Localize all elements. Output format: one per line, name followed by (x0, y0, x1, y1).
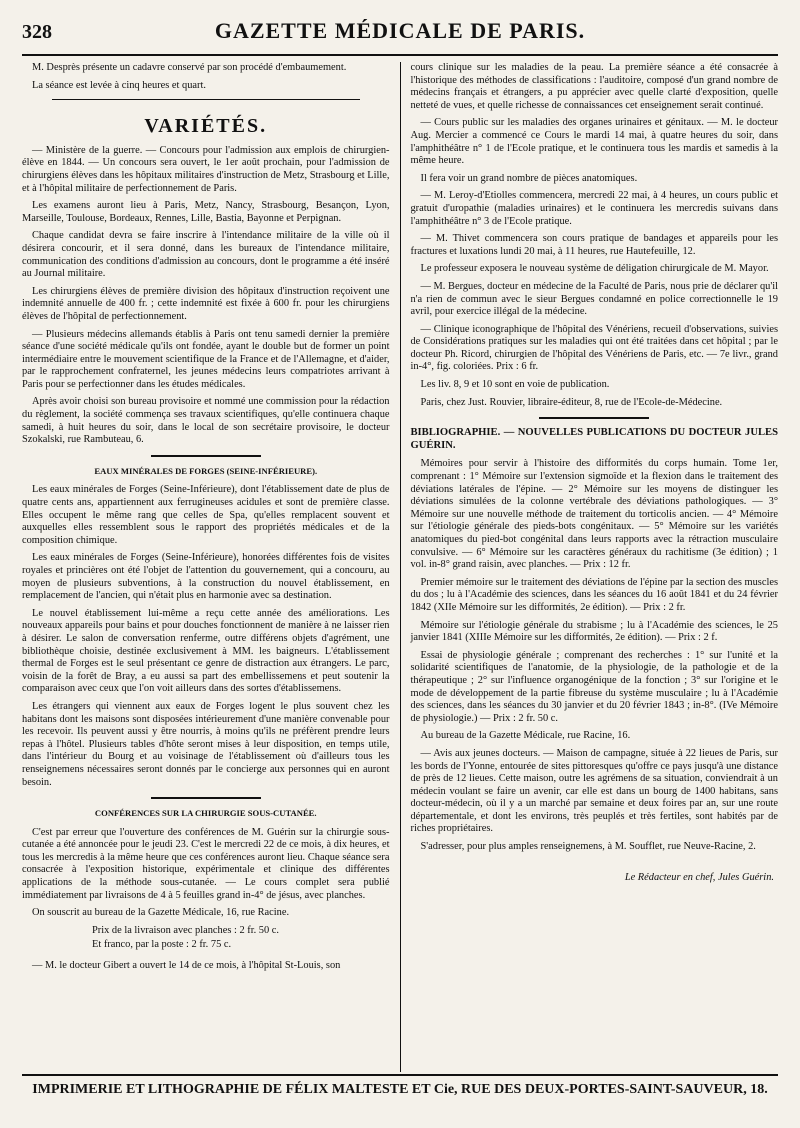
paragraph: — Ministère de la guerre. — Concours pour l'admission aux emplois de chirurgien-élève en 1844. — Un concours sera ouvert, le 1er août prochain, pour l'admission de chirurgiens élèves dans les hôpitaux militaires d'instruction de Metz, Strasbourg et Lille, et à l'hôpital militaire de perfectionnement de Paris. (22, 144, 390, 194)
subsection-title-chirurgie: CONFÉRENCES SUR LA CHIRURGIE SOUS-CUTANÉE. (94, 808, 317, 819)
bibliography-entry: Mémoires pour servir à l'histoire des difformités du corps humain. Tome 1er, comprenant : 1° Mémoire sur l'extension sigmoïde et la flexion dans le traitement des déviations latérales de l'épine. — 2° Mémoire sur les moyens de distinguer les déviations simulées de la colonne vertébrale des déviations pathologiques. — 3° Mémoire sur une nouvelle méthode de traitement du torticolis ancien. — 4° Mémoire sur l'étiologie générale des pieds-bots congénitaux. — 5° Mémoire sur les variétés anatomiques du pied-bot congénital dans leurs rapports avec la rétraction musculaire convulsive. — 6° Mémoire sur les caractères généraux du rachitisme (3e édition) ; 1 vol. in-8° grand raisin, avec planches. — Prix : 12 fr. (410, 458, 778, 571)
subsection-title-forges: EAUX MINÉRALES DE FORGES (SEINE-INFÉRIEURE). (94, 465, 318, 476)
paragraph: — M. Thivet commencera son cours pratique de bandages et appareils pour les fractures et luxations lundi 20 mai, à 11 heures, rue Hautefeuille, 12. (410, 233, 778, 257)
section-title-varietes: VARIÉTÉS. (144, 115, 268, 138)
left-column (22, 62, 390, 1072)
price-line: Et franco, par la poste : 2 fr. 75 c. (92, 939, 232, 951)
paragraph: Après avoir choisi son bureau provisoire et nommé une commission pour la rédaction du règlement, la société commença ses travaux scientifiques, qu'elle continuera chaque samedi, à huit heures du soir, dans le local de son secrétaire provisoire, le docteur Szokalski, rue Rambuteau, 6. (22, 396, 390, 446)
page-number: 328 (22, 21, 52, 43)
paragraph: Les chirurgiens élèves de première division des hôpitaux d'instruction reçoivent une indemnité annuelle de 400 fr. ; cette indemnité est fixée à 600 fr. pour les chirurgiens élèves de l'hôpital de perfectionnement. (22, 285, 390, 322)
paragraph: Le nouvel établissement lui-même a reçu cette année des améliorations. Les nouveaux appareils pour bains et pour douches fonctionnent de manière à ne laisser rien à désirer. Le salon de conversation renferme, outre différens objets d'agrément, une bibliothèque choisie, destinée exclusivement à MM. les baigneurs. L'établissement thermal de Forges est le seul présentant ce genre de distraction aux étrangers. Le parc, voisin de la forêt de Bray, a eu aussi sa part des embellissemens et peut soutenir la comparaison avec ceux que l'on voit ailleurs dans des sortes d'établissemens. (22, 607, 390, 695)
paragraph: cours clinique sur les maladies de la peau. La première séance a été consacrée à l'historique des méthodes de classifications : l'auditoire, composé d'un grand nombre de médecins français et étrangers, a pu apprécier avec quelle clarté d'exposition, quelle netteté de vues, et quelle richesse de connaissances cet enseignement serait continué. (410, 62, 778, 111)
paragraph: M. Desprès présente un cadavre conservé par son procédé d'embaumement. (32, 62, 347, 73)
paragraph: — Cours public sur les maladies des organes urinaires et génitaux. — M. le docteur Aug. Mercier a commencé ce Cours le mardi 14 mai, à quatre heures du soir, dans l'amphithéâtre n° 1 de l'Ecole pratique, et le continuera tous les mardis et samedis à la même heure. (410, 117, 778, 167)
paragraph: — Plusieurs médecins allemands établis à Paris ont tenu samedi dernier la première séance d'une société médicale qu'ils ont fondée, ayant le double but de former un point intermédiaire entre le mouvement scientifique de la France et de l'Allemagne, et d'aider, par le rapprochement confraternel, les jeunes médecins leurs compatriotes arrivant à Paris pour se perfectionner dans les études médicales. (22, 328, 390, 390)
paragraph: Au bureau de la Gazette Médicale, rue Racine, 16. (420, 730, 631, 742)
printer-footer: IMPRIMERIE ET LITHOGRAPHIE DE FÉLIX MALTESTE ET Cie, RUE DES DEUX-PORTES-SAINT-SAUVEUR, 18. (22, 1074, 778, 1098)
paragraph: Le professeur exposera le nouveau système de déligation chirurgicale de M. Mayor. (420, 263, 769, 275)
paragraph: Les étrangers qui viennent aux eaux de Forges logent le plus souvent chez les habitans dont les maisons sont disposées intérieurement d'une manière convenable pour les recevoir. Ils peuvent aussi y être nourris, à moins qu'ils ne préfèrent prendre leurs repas à l'hôtel. Plusieurs tables d'hôte seront mises à leur disposition, en temps utile, dans l'intérieur du Bourg et au voisinage de l'établissement où d'ailleurs tous les renseignemens nécessaires seront donnés par le concierge aux personnes qui en auront besoin. (22, 700, 390, 788)
paragraph: — M. le docteur Gibert a ouvert le 14 de ce mois, à l'hôpital St-Louis, son (32, 960, 341, 972)
paragraph: — Clinique iconographique de l'hôpital des Vénériens, recueil d'observations, suivies de Considérations pratiques sur les maladies qui ont été traitées dans cet hôpital ; par le docteur Ph. Ricord, chirurgien de l'hôpital des Vénériens de Paris, etc. — 7e livr., grand in-4°, fig. coloriées. Prix : 6 fr. (410, 323, 778, 373)
masthead-title: GAZETTE MÉDICALE DE PARIS. (214, 18, 586, 43)
paragraph: — Avis aux jeunes docteurs. — Maison de campagne, située à 22 lieues de Paris, sur les bords de l'Yonne, entourée de sites pittoresques qu'offre ce pays jusqu'à une distance de près de 12 lieues. Cette maison, outre les agrémens de sa situation, conviendrait à un médecin voulant se faire un avenir, car elle est dans un bourg de 1400 habitans, sans docteur-médecin, où il y a un marché par semaine et deux foires par an, sur une route départementale, et dont les environs, très peuplés et très fertiles, sont habités par de riches propriétaires. (410, 747, 778, 835)
paragraph: On souscrit au bureau de la Gazette Médicale, 16, rue Racine. (32, 907, 290, 919)
columns (22, 62, 778, 1072)
paragraph: Il fera voir un grand nombre de pièces anatomiques. (420, 172, 638, 184)
price-line: Prix de la livraison avec planches : 2 fr. 50 c. (92, 924, 279, 936)
editor-signature: Le Rédacteur en chef, Jules Guérin. (624, 871, 774, 883)
right-column (410, 62, 778, 1072)
divider (151, 797, 261, 799)
paragraph: — M. Bergues, docteur en médecine de la Faculté de Paris, nous prie de déclarer qu'il n'a rien de commun avec le sieur Bergues condamné en police correctionnelle le 19 avril, pour exercice illégal de la médecine. (410, 280, 778, 318)
paragraph: Les examens auront lieu à Paris, Metz, Nancy, Strasbourg, Besançon, Lyon, Marseille, Toulouse, Bordeaux, Rennes, Lille, Bastia, Bayonne et Perpignan. (22, 200, 390, 224)
paragraph: — M. Leroy-d'Etiolles commencera, mercredi 22 mai, à 4 heures, un cours public et gratuit d'uropathie (maladies urinaires) et le continuera les mercredis suivans dans l'amphithéâtre n° 3 de l'Ecole pratique. (410, 190, 778, 227)
paragraph: Chaque candidat devra se faire inscrire à l'intendance militaire de la ville où il désirera concourir, et il sera donné, dans les bureaux de l'intendance militaire, communication des conditions d'admission au concours, dont le programme a été inséré au Journal militaire. (22, 230, 390, 280)
bibliography-entry: Mémoire sur l'étiologie générale du strabisme ; lu à l'Académie des sciences, le 25 janvier 1841 (XIIIe Mémoire sur les difformités, 2e édition). — Prix : 2 f. (410, 619, 778, 644)
paragraph: La séance est levée à cinq heures et quart. (32, 79, 206, 91)
bibliography-heading: BIBLIOGRAPHIE. — NOUVELLES PUBLICATIONS DU DOCTEUR JULES GUÉRIN. (410, 427, 778, 451)
page-header (22, 18, 778, 56)
bibliography-entry: Premier mémoire sur le traitement des déviations de l'épine par la section des muscles du dos ; lu à l'Académie des sciences, dans les séances du 16 août 1841 et du 24 février 1842 (XIIe Mémoire sur les difformités, 2e édition). — Prix : 2 fr. (410, 576, 778, 613)
divider (151, 455, 261, 457)
paragraph: C'est par erreur que l'ouverture des conférences de M. Guérin sur la chirurgie sous-cutanée a été annoncée pour le jeudi 23. C'est le mercredi 22 de ce mois, à dix heures, et tous les mercredis à la même heure que ces conférences auront lieu. Chaque séance sera consacrée à l'exposition historique, expérimentale et clinique des différentes applications de la méthode sous-cutanée. — Le cours complet sera publié immédiatement par livraisons de 4 à 5 feuilles grand in-4° de jésus, avec planches. (22, 826, 390, 901)
divider (52, 99, 360, 100)
bibliography-entry: Essai de physiologie générale ; comprenant des recherches : 1° sur l'unité et la solidarité scientifiques de l'anatomie, de la physiologie, de la pathologie et de la thérapeutique ; 2° sur l'influence organogénique de la fonction ; 3° sur l'origine et le mode de développement de la partie fibreuse du système musculaire ; lu à l'Académie des sciences, dans les séances du 30 janvier et du 20 février 1843 ; in-8°. (IVe Mémoire de physiologie.) — Prix : 2 fr. 50 c. (410, 649, 778, 724)
paragraph: S'adresser, pour plus amples renseignemens, à M. Soufflet, rue Neuve-Racine, 2. (420, 841, 756, 853)
column-rule (400, 62, 401, 1072)
paragraph: Paris, chez Just. Rouvier, libraire-éditeur, 8, rue de l'Ecole-de-Médecine. (420, 396, 723, 408)
paragraph: Les liv. 8, 9 et 10 sont en voie de publication. (420, 379, 610, 391)
paragraph: Les eaux minérales de Forges (Seine-Inférieure), dont l'établissement date de plus de quatre cents ans, appartiennent aux ferrugineuses acidules et sont de première classe. Elles occupent le même rang que celles de Spa, qu'elles remplacent souvent et auxquelles elles ressemblent sous le rapport des propriétés médicales et de la composition chimique. (22, 484, 390, 546)
paragraph: Les eaux minérales de Forges (Seine-Inférieure), honorées différentes fois de visites royales et princières ont été l'objet de l'attention du gouvernement, qui a concouru, au moyen de plusieurs subventions, à la construction du nouvel établissement, en remplacement de l'ancien, qui n'était plus en harmonie avec sa destination. (22, 552, 390, 602)
divider (539, 417, 649, 419)
